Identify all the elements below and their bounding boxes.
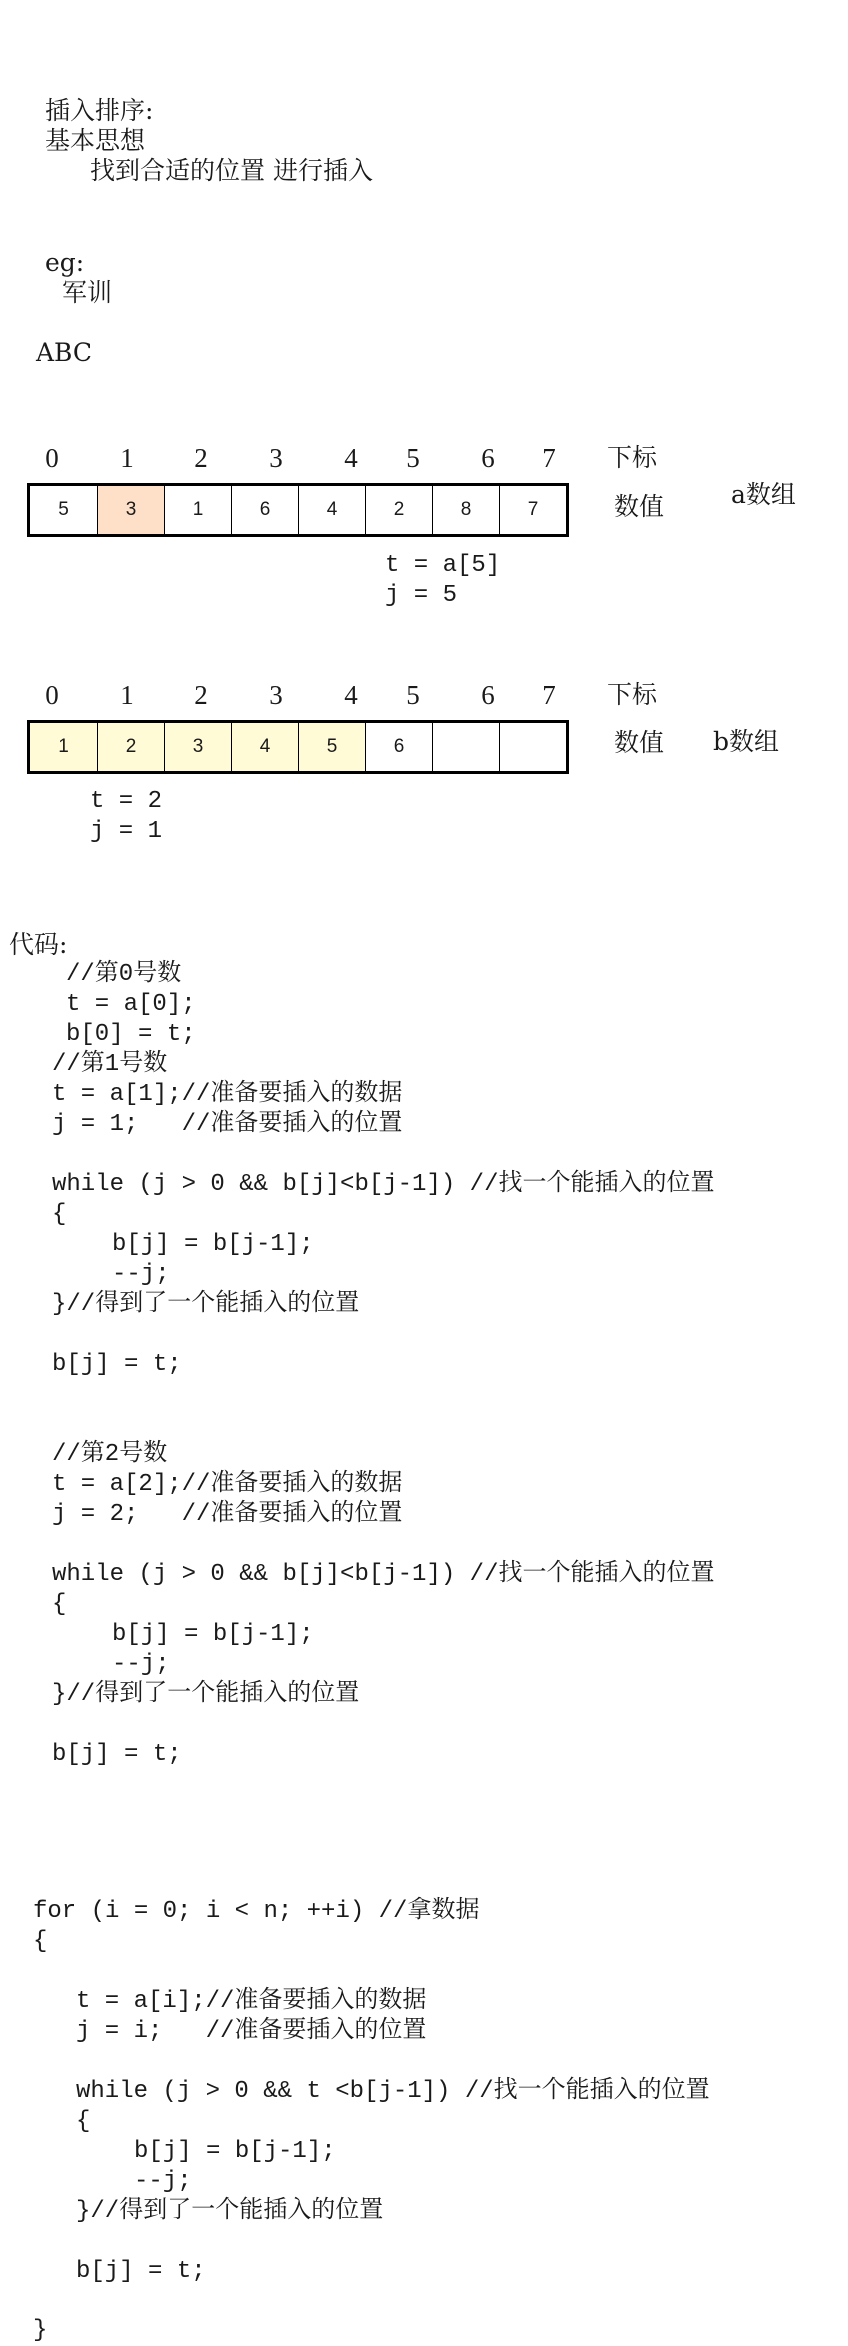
array-b-note-t: t = 2 [90,788,163,815]
index-label: 3 [269,443,283,473]
array-b-value-label: 数值 [614,728,665,757]
eg-label: eg: [45,248,85,277]
array-cell: 3 [97,486,164,534]
array-b-index-label: 下标 [607,680,658,709]
array-cell: 6 [231,486,298,534]
index-label: 7 [542,680,556,710]
array-a-note-t: t = a[5] [385,552,501,579]
code-line: { [52,1201,67,1228]
section-subtitle: 基本思想 [45,126,146,155]
index-label: 7 [542,443,556,473]
array-cell: 5 [58,499,69,520]
code-line: { [52,1591,67,1618]
index-label: 4 [344,443,358,473]
array-b [27,720,569,774]
code-line: }//得到了一个能插入的位置 [52,1681,360,1708]
code-line: while (j > 0 && b[j]<b[j-1]) //找一个能插入的位置 [52,1561,715,1588]
index-label: 4 [344,680,358,710]
code-line: while (j > 0 && t <b[j-1]) //找一个能插入的位置 [76,2078,710,2105]
code-line: }//得到了一个能插入的位置 [52,1291,360,1318]
array-cell: 7 [499,486,566,534]
code-line: for (i = 0; i < n; ++i) //拿数据 [33,1898,480,1925]
code-line: b[j] = t; [52,1351,182,1378]
code-line: { [33,1928,48,1955]
code-line: j = 1; //准备要插入的位置 [52,1111,403,1138]
code-line: t = a[i];//准备要插入的数据 [76,1988,427,2015]
array-a [27,483,569,537]
index-label: 6 [481,680,495,710]
index-label: 6 [481,443,495,473]
index-label: 2 [194,680,208,710]
index-label: 1 [120,680,134,710]
array-cell: 6 [365,723,432,771]
code-line: //第1号数 [52,1051,168,1078]
eg-value: 军训 [62,278,113,307]
array-a-index-label: 下标 [607,443,658,472]
code-line: b[j] = b[j-1]; [112,1621,314,1648]
index-label: 0 [45,443,59,473]
array-b-note-j: j = 1 [90,818,163,845]
code-line: while (j > 0 && b[j]<b[j-1]) //找一个能插入的位置 [52,1171,715,1198]
index-label: 5 [406,680,420,710]
code-label: 代码: [9,930,68,959]
array-cell [432,723,499,771]
array-cell: 8 [432,486,499,534]
code-line: --j; [112,1261,170,1288]
code-line: j = i; //准备要插入的位置 [76,2018,427,2045]
code-line: j = 2; //准备要插入的位置 [52,1501,403,1528]
array-cell: 2 [365,486,432,534]
index-label: 5 [406,443,420,473]
array-a-name: a数组 [731,480,796,509]
array-cell: 3 [164,723,231,771]
array-cell: 1 [164,486,231,534]
array-b-name: b数组 [713,727,780,756]
code-line: b[j] = t; [76,2258,206,2285]
code-line: //第0号数 [66,961,182,988]
array-a-value-label: 数值 [614,492,665,521]
index-label: 1 [120,443,134,473]
code-line: t = a[2];//准备要插入的数据 [52,1471,403,1498]
code-line: b[j] = b[j-1]; [134,2138,336,2165]
code-line: b[0] = t; [66,1021,196,1048]
code-line: b[j] = t; [52,1741,182,1768]
array-cell [499,723,566,771]
code-line: --j; [134,2168,192,2195]
array-cell: 4 [298,486,365,534]
array-cell: 2 [97,723,164,771]
code-line: } [33,2317,48,2344]
code-line: t = a[1];//准备要插入的数据 [52,1081,403,1108]
section-title: 插入排序: [45,96,154,125]
array-cell: 5 [298,723,365,771]
code-line: b[j] = b[j-1]; [112,1231,314,1258]
code-line: { [76,2108,91,2135]
index-label: 3 [269,680,283,710]
abc-text: ABC [36,338,93,367]
array-cell: 1 [30,723,97,771]
code-line: --j; [112,1651,170,1678]
code-line: }//得到了一个能插入的位置 [76,2198,384,2225]
code-line: t = a[0]; [66,991,196,1018]
idea-text: 找到合适的位置 进行插入 [90,156,373,185]
index-label: 0 [45,680,59,710]
array-cell: 4 [231,723,298,771]
array-a-note-j: j = 5 [385,582,458,609]
code-line: //第2号数 [52,1441,168,1468]
index-label: 2 [194,443,208,473]
